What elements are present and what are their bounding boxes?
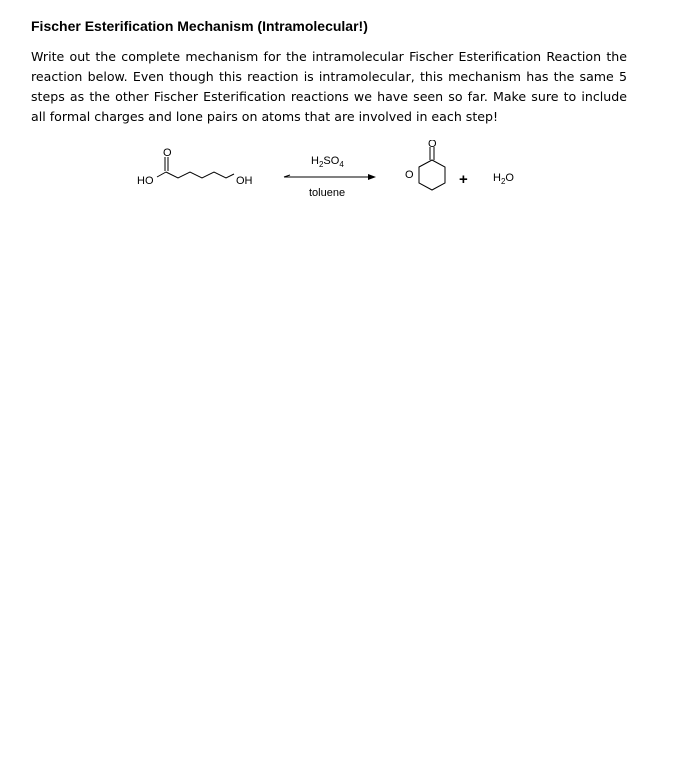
byproduct-label: H2O [493,172,514,186]
solvent-label: toluene [309,187,346,199]
reactant-ho-label: HO [137,175,154,187]
arrow-head [368,174,376,180]
product-ring-o: O [405,169,414,181]
plus-sign: + [459,171,468,188]
reactant-structure [157,157,234,178]
reactant-chain [166,172,234,178]
reactant-oh-label: OH [236,175,253,187]
instructions-text: Write out the complete mechanism for the intramolecular Fischer Esterification Reaction the reaction below. Even though this reaction is intramolecular, this mechanism has the same 5 steps as the other Fischer Esterification reactions we have seen so far. Make sure to include all formal charges and lone pairs on atoms that are involved in each step! [31,49,627,124]
product-structure [419,147,445,190]
page-title: Fischer Esterification Mechanism (Intramolecular!) [31,18,368,34]
reactant-carbonyl-o: O [163,147,172,159]
instructions-paragraph [31,47,627,127]
reactant-bond-ho-c [157,172,166,177]
product-ring [419,160,445,190]
product-carbonyl-o: O [428,140,437,150]
reaction-scheme-svg [0,140,680,220]
reagent-label: H2SO4 [311,155,344,169]
reaction-scheme [0,140,680,220]
